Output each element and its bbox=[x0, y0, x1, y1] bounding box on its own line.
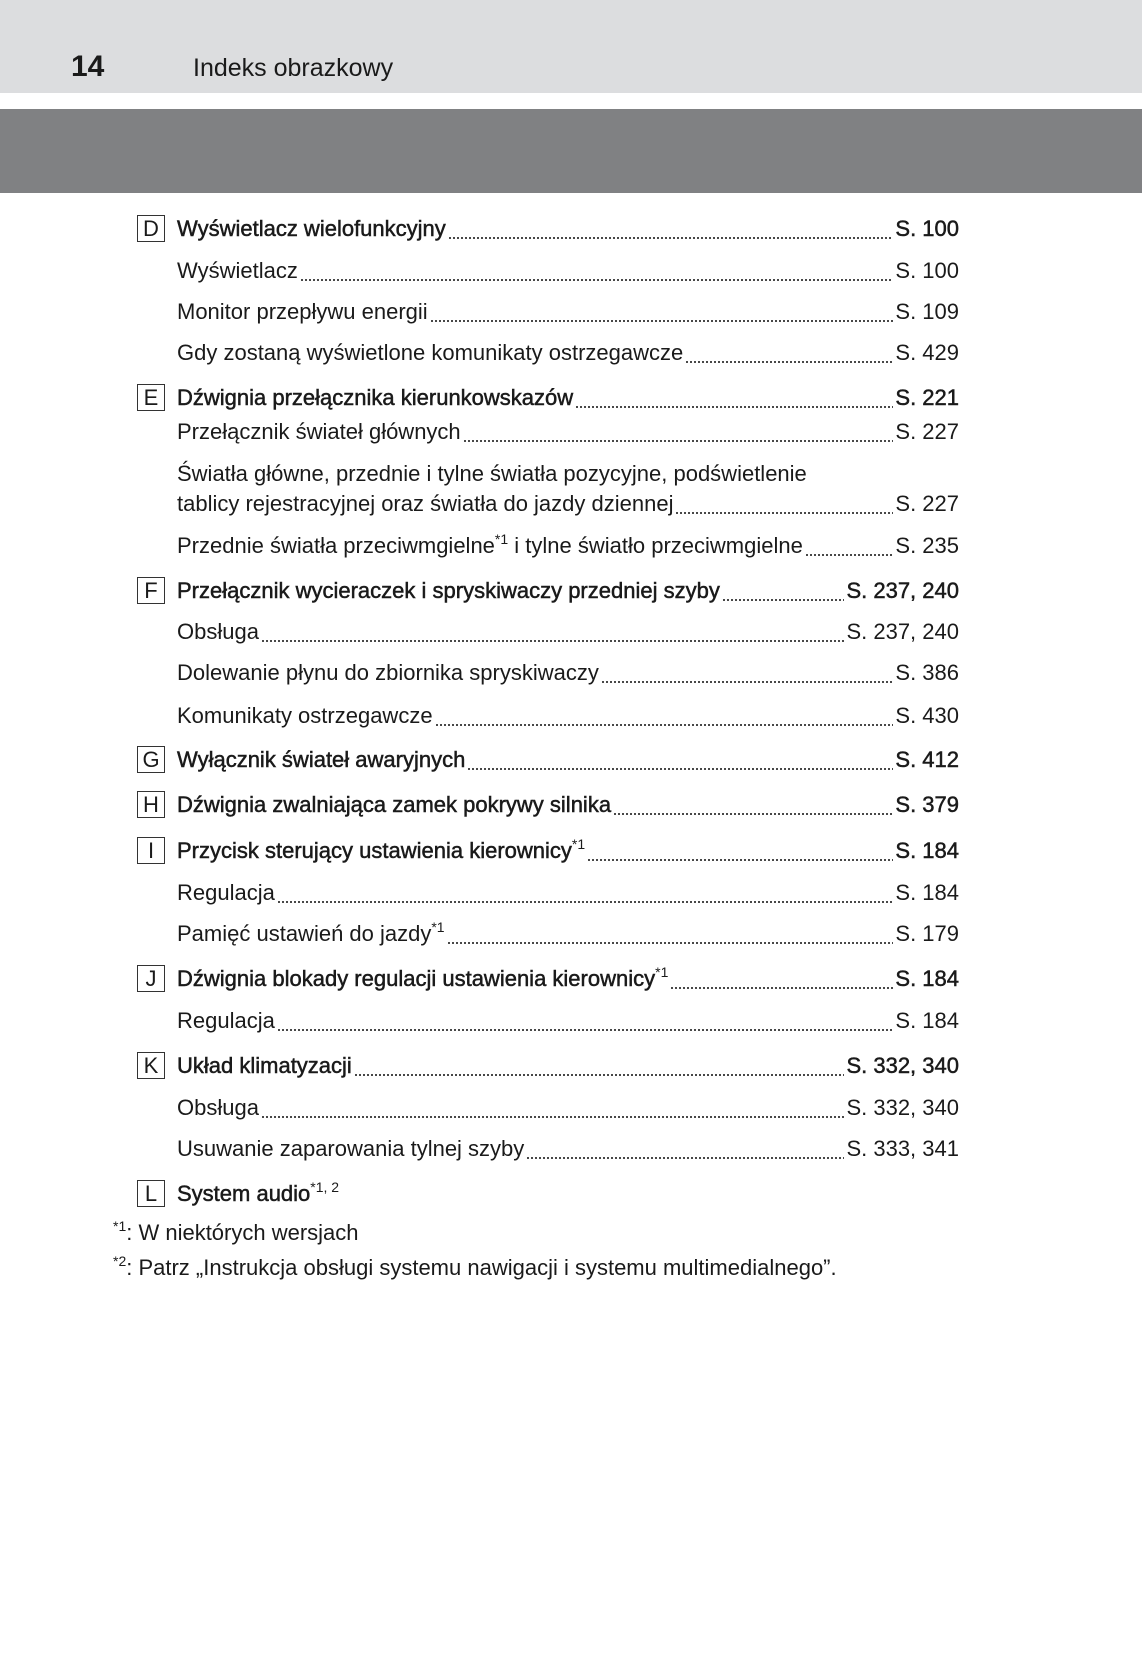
page-reference[interactable]: S. 333, 341 bbox=[846, 1136, 959, 1161]
index-entry[interactable] bbox=[137, 617, 959, 647]
entry-label: Przycisk sterujący ustawienia kierownicy$^{*1}$ bbox=[177, 836, 586, 863]
dot-leader bbox=[805, 531, 894, 561]
dot-leader bbox=[675, 489, 893, 519]
entry-letter-box: E bbox=[137, 384, 165, 411]
index-entry[interactable] bbox=[137, 383, 959, 413]
entry-label: Usuwanie zaparowania tylnej szyby bbox=[177, 1136, 525, 1161]
entry-letter-box: I bbox=[137, 837, 165, 864]
dot-leader bbox=[430, 297, 894, 327]
entry-letter-box: K bbox=[137, 1052, 165, 1079]
index-entry[interactable] bbox=[137, 1006, 959, 1036]
page-number: 14 bbox=[71, 50, 105, 83]
page-reference[interactable]: S. 184 bbox=[895, 838, 959, 863]
index-entry[interactable] bbox=[137, 417, 959, 447]
footnote-ref: *1 bbox=[571, 836, 586, 852]
index-entry[interactable] bbox=[137, 701, 959, 731]
entry-label: Gdy zostaną wyświetlone komunikaty ostrzegawcze bbox=[177, 340, 684, 365]
entry-letter-box: J bbox=[137, 965, 165, 992]
entry-letter-box: H bbox=[137, 791, 165, 818]
entry-label: Przełącznik wycieraczek i spryskiwaczy przedniej szyby bbox=[177, 578, 720, 603]
footnote-text: : W niektórych wersjach bbox=[126, 1220, 359, 1245]
index-entry[interactable] bbox=[137, 658, 959, 688]
index-entry[interactable] bbox=[137, 489, 959, 519]
index-entry[interactable] bbox=[137, 297, 959, 327]
dot-leader bbox=[261, 617, 845, 647]
dot-leader bbox=[447, 919, 894, 949]
entry-label: Wyświetlacz bbox=[177, 258, 298, 283]
index-entry[interactable] bbox=[137, 964, 959, 994]
dot-leader bbox=[463, 417, 894, 447]
page-reference[interactable]: S. 379 bbox=[895, 792, 959, 817]
footnote-ref: *1, 2 bbox=[310, 1179, 340, 1195]
footnote-mark: *1 bbox=[113, 1218, 127, 1234]
entry-label: Układ klimatyzacji bbox=[177, 1053, 352, 1078]
dot-leader bbox=[354, 1051, 845, 1081]
entry-label: Dolewanie płynu do zbiornika spryskiwaczy bbox=[177, 660, 599, 685]
index-entry[interactable] bbox=[137, 1134, 959, 1164]
page-reference[interactable]: S. 227 bbox=[895, 491, 959, 516]
footnote bbox=[113, 1253, 837, 1283]
entry-label: Dźwignia blokady regulacji ustawienia kierownicy$^{*1}$ bbox=[177, 964, 669, 991]
index-entry[interactable] bbox=[137, 919, 959, 949]
dot-leader bbox=[300, 256, 894, 286]
page-reference[interactable]: S. 184 bbox=[895, 880, 959, 905]
page-reference[interactable]: S. 237, 240 bbox=[846, 578, 959, 603]
footnote-ref: *1 bbox=[655, 964, 669, 980]
page-reference[interactable]: S. 221 bbox=[895, 385, 959, 410]
page-reference[interactable]: S. 412 bbox=[895, 747, 959, 772]
footnote-text: : Patrz „Instrukcja obsługi systemu nawigacji i systemu multimedialnego”. bbox=[126, 1255, 837, 1280]
dot-leader bbox=[277, 878, 894, 908]
dot-leader bbox=[448, 214, 894, 244]
index-entry[interactable] bbox=[137, 256, 959, 286]
dot-leader bbox=[261, 1093, 845, 1123]
entry-letter-box: G bbox=[137, 746, 165, 773]
page-reference[interactable]: S. 184 bbox=[895, 1008, 959, 1033]
entry-label: tablicy rejestracyjnej oraz światła do jazdy dziennej bbox=[177, 491, 674, 516]
page-reference[interactable]: S. 179 bbox=[895, 921, 959, 946]
entry-label: Dźwignia przełącznika kierunkowskazów bbox=[177, 385, 574, 410]
page-reference[interactable]: S. 100 bbox=[895, 258, 959, 283]
dot-leader bbox=[722, 576, 845, 606]
entry-label: Wyłącznik świateł awaryjnych bbox=[177, 747, 466, 772]
entry-label: Przednie światła przeciwmgielne$^{*1}$ i tylne światło przeciwmgielne bbox=[177, 531, 803, 558]
dot-leader bbox=[277, 1006, 894, 1036]
index-entry[interactable] bbox=[137, 745, 959, 775]
page-title: Indeks obrazkowy bbox=[193, 54, 394, 82]
entry-letter-box: F bbox=[137, 577, 165, 604]
entry-label: Wyświetlacz wielofunkcyjny bbox=[177, 216, 446, 241]
entry-label: Dźwignia zwalniająca zamek pokrywy silnika bbox=[177, 792, 612, 817]
index-entry[interactable] bbox=[137, 531, 959, 561]
index-entry[interactable] bbox=[137, 576, 959, 606]
dot-leader bbox=[526, 1134, 844, 1164]
entry-text-line bbox=[137, 459, 959, 489]
dot-leader bbox=[670, 964, 893, 994]
index-entry[interactable] bbox=[137, 1179, 959, 1209]
entry-letter-box: D bbox=[137, 215, 165, 242]
entry-letter-box: L bbox=[137, 1180, 165, 1207]
entry-label: Monitor przepływu energii bbox=[177, 299, 428, 324]
footnote bbox=[113, 1218, 359, 1248]
page-reference[interactable]: S. 332, 340 bbox=[846, 1095, 959, 1120]
entry-label: Obsługa bbox=[177, 1095, 259, 1120]
index-entry[interactable] bbox=[137, 878, 959, 908]
dot-leader bbox=[613, 790, 893, 820]
header-bar bbox=[0, 0, 1142, 93]
image-placeholder-band bbox=[0, 109, 1142, 193]
index-entry[interactable] bbox=[137, 214, 959, 244]
entry-label: Światła główne, przednie i tylne światła pozycyjne, podświetlenie bbox=[177, 461, 807, 486]
dot-leader bbox=[575, 383, 893, 413]
page-reference[interactable]: S. 235 bbox=[895, 533, 959, 558]
entry-label: Przełącznik świateł głównych bbox=[177, 419, 461, 444]
index-entry[interactable] bbox=[137, 790, 959, 820]
dot-leader bbox=[435, 701, 894, 731]
page-reference[interactable]: S. 227 bbox=[895, 419, 959, 444]
page-reference[interactable]: S. 109 bbox=[895, 299, 959, 324]
page-reference[interactable]: S. 430 bbox=[895, 703, 959, 728]
index-entry[interactable] bbox=[137, 1093, 959, 1123]
page-reference[interactable]: S. 429 bbox=[895, 340, 959, 365]
page-reference[interactable]: S. 332, 340 bbox=[846, 1053, 959, 1078]
index-entry[interactable] bbox=[137, 1051, 959, 1081]
entry-label: Regulacja bbox=[177, 1008, 275, 1033]
page-reference[interactable]: S. 100 bbox=[895, 216, 959, 241]
footnote-mark: *2 bbox=[113, 1253, 127, 1269]
entry-label: Obsługa bbox=[177, 619, 259, 644]
footnote-ref: *1 bbox=[431, 919, 445, 935]
index-entry[interactable] bbox=[137, 338, 959, 368]
page-reference[interactable]: S. 237, 240 bbox=[846, 619, 959, 644]
dot-leader bbox=[601, 658, 894, 688]
entry-label: Komunikaty ostrzegawcze bbox=[177, 703, 433, 728]
dot-leader bbox=[685, 338, 893, 368]
entry-label: System audio$^{*1, 2}$ bbox=[177, 1179, 340, 1206]
entry-label: Regulacja bbox=[177, 880, 275, 905]
index-entry[interactable] bbox=[137, 836, 959, 866]
dot-leader bbox=[587, 836, 893, 866]
dot-leader bbox=[467, 745, 893, 775]
footnote-ref: *1 bbox=[494, 531, 509, 547]
page-reference[interactable]: S. 386 bbox=[895, 660, 959, 685]
page-reference[interactable]: S. 184 bbox=[895, 966, 959, 991]
entry-label: Pamięć ustawień do jazdy$^{*1}$ bbox=[177, 919, 445, 946]
